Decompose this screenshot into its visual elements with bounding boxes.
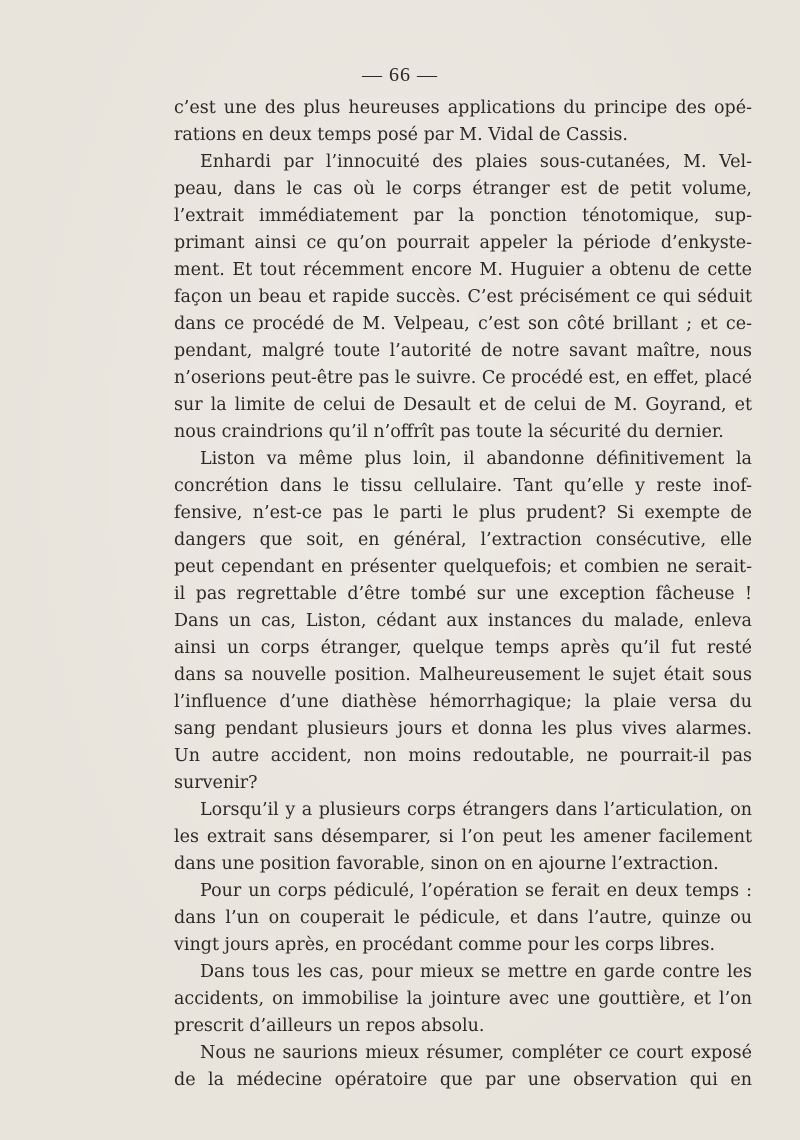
text-line: Nous ne saurions mieux résumer, compléter ce court exposé	[200, 1043, 752, 1063]
text-line: ainsi un corps étranger, quelque temps après qu’il fut resté	[174, 638, 752, 658]
text-line: c’est une des plus heureuses applications du principe des opé-	[174, 98, 752, 118]
text-line: dans une position favorable, sinon on en ajourne l’extraction.	[174, 854, 719, 874]
text-line: peut cependant en présenter quelquefois; et combien ne serait-	[174, 557, 752, 577]
paragraph	[174, 446, 752, 797]
text-line: n’oserions peut-être pas le suivre. Ce procédé est, en effet, placé	[174, 368, 752, 388]
text-line: vingt jours après, en procédant comme pour les corps libres.	[174, 935, 716, 955]
text-line: Pour un corps pédiculé, l’opération se ferait en deux temps :	[200, 881, 752, 901]
text-line: Liston va même plus loin, il abandonne définitivement la	[200, 449, 752, 469]
text-line: nous craindrions qu’il n’offrît pas toute la sécurité du dernier.	[174, 422, 724, 442]
paragraph	[174, 1040, 752, 1094]
text-line: Un autre accident, non moins redoutable, ne pourrait-il pas	[174, 746, 752, 766]
paragraph	[174, 149, 752, 446]
text-line: de la médecine opératoire que par une observation qui en	[174, 1070, 752, 1090]
text-line: dans l’un on couperait le pédicule, et dans l’autre, quinze ou	[174, 908, 752, 928]
paragraph	[174, 95, 752, 149]
text-line: dangers que soit, en général, l’extraction consécutive, elle	[174, 530, 752, 550]
page-number: — 66 —	[362, 64, 438, 86]
text-line: l’influence d’une diathèse hémorrhagique; la plaie versa du	[174, 692, 752, 712]
text-line: accidents, on immobilise la jointure avec une gouttière, et l’on	[174, 989, 752, 1009]
text-line: Dans un cas, Liston, cédant aux instances du malade, enleva	[174, 611, 752, 631]
text-line: primant ainsi ce qu’on pourrait appeler la période d’enkyste-	[174, 233, 752, 253]
text-line: fensive, n’est-ce pas le parti le plus prudent? Si exempte de	[174, 503, 752, 523]
text-line: peau, dans le cas où le corps étranger est de petit volume,	[174, 179, 752, 199]
text-line: dans sa nouvelle position. Malheureusement le sujet était sous	[174, 665, 752, 685]
text-line: survenir?	[174, 773, 258, 793]
text-line: les extrait sans désemparer, si l’on peut les amener facilement	[174, 827, 752, 847]
text-line: ment. Et tout récemment encore M. Huguier a obtenu de cette	[174, 260, 752, 280]
text-line: prescrit d’ailleurs un repos absolu.	[174, 1016, 485, 1036]
text-line: Enhardi par l’innocuité des plaies sous-cutanées, M. Vel-	[200, 152, 752, 172]
text-line: façon un beau et rapide succès. C’est précisément ce qui séduit	[174, 287, 752, 307]
text-line: Dans tous les cas, pour mieux se mettre en garde contre les	[200, 962, 752, 982]
paragraph	[174, 959, 752, 1040]
paragraph	[174, 878, 752, 959]
paragraph	[174, 797, 752, 878]
text-line: concrétion dans le tissu cellulaire. Tant qu’elle y reste inof-	[174, 476, 752, 496]
text-line: l’extrait immédiatement par la ponction ténotomique, sup-	[174, 206, 752, 226]
text-line: pendant, malgré toute l’autorité de notre savant maître, nous	[174, 341, 752, 361]
text-line: sang pendant plusieurs jours et donna les plus vives alarmes.	[174, 719, 752, 739]
text-line: il pas regrettable d’être tombé sur une exception fâcheuse !	[174, 584, 752, 604]
text-line: rations en deux temps posé par M. Vidal de Cassis.	[174, 125, 628, 145]
text-line: dans ce procédé de M. Velpeau, c’est son côté brillant ; et ce-	[174, 314, 752, 334]
body-text	[174, 95, 752, 1094]
text-line: sur la limite de celui de Desault et de celui de M. Goyrand, et	[174, 395, 752, 415]
text-line: Lorsqu’il y a plusieurs corps étrangers dans l’articulation, on	[200, 800, 752, 820]
